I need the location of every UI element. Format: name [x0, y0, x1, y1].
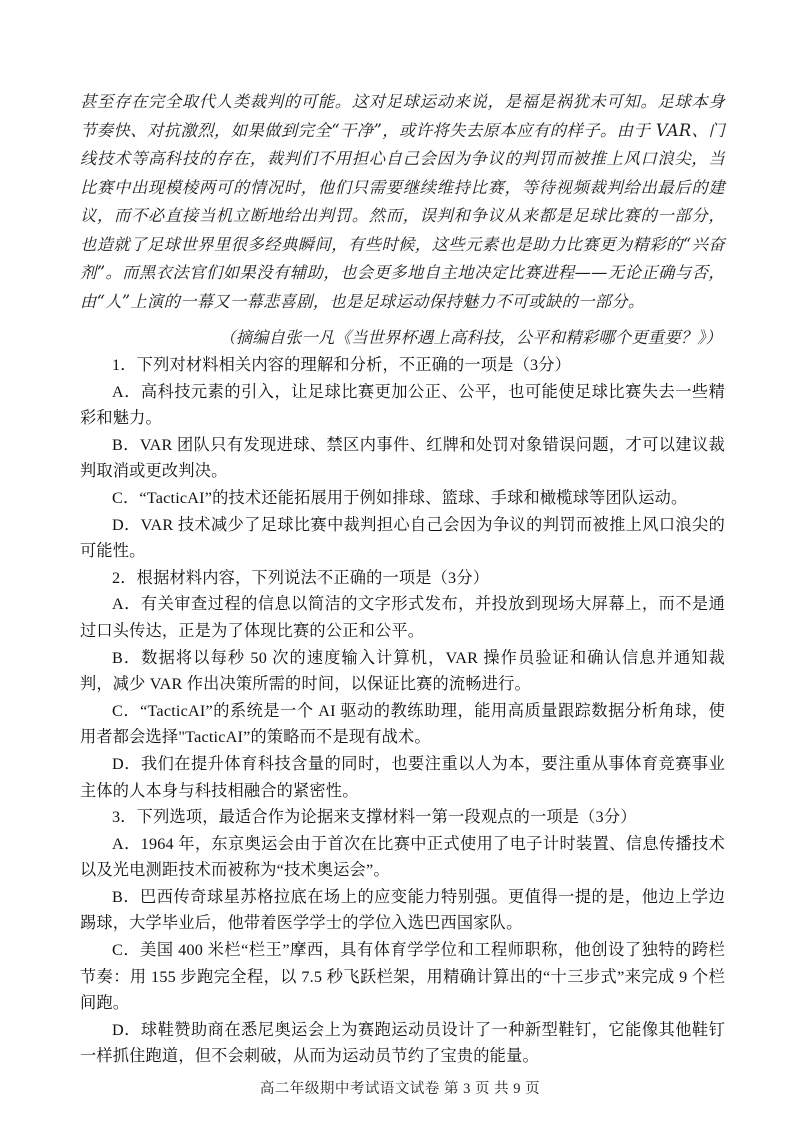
passage-line: 甚至存在完全取代人类裁判的可能。这对足球运动来说，是福是祸犹未可知。足球本身节奏 — [80, 92, 725, 140]
passage-paragraph — [80, 88, 725, 316]
option-d: D．球鞋赞助商在悉尼奥运会上为赛跑运动员设计了一种新型鞋钉，它能像其他鞋钉一样抓住跑道，但不会刺破，从而为运动员节约了宝贵的能量。 — [80, 1020, 725, 1066]
passage-line: 快、对抗激烈，如果做到完全“干净”，或许将失去原本应有的样子。由于 VAR、门线技术等 — [80, 120, 725, 168]
page-footer: 高二年级期中考试语文试卷 第 3 页 共 9 页 — [259, 1081, 541, 1097]
option-b: B．数据将以每秒 50 次的速度输入计算机，VAR 操作员验证和确认信息并通知裁判，减少 VAR 作出决策所需的时间，以保证比赛的流畅进行。 — [80, 648, 725, 694]
reading-passage — [80, 88, 725, 316]
passage-line: 有辅助，也会更多地自主地决定比赛进程——无论正确与否，由“人”上演的一幕又一幕悲 — [80, 263, 725, 311]
passage-source: （摘编自张一凡《当世界杯遇上高科技，公平和精彩哪个更重要？》） — [219, 328, 722, 347]
question-stem: 3．下列选项，最适合作为论据来支撑材料一第一段观点的一项是（3分） — [112, 808, 637, 827]
passage-line: 喜剧，也是足球运动保持魅力不可或缺的一部分。 — [279, 291, 645, 311]
passage-line: 机立断地给出判罚。然而，误判和争议从来都是足球比赛的一部分，也造就了足球世界里很 — [80, 206, 725, 254]
option-d: D．我们在提升体育科技含量的同时，也要注重以人为本，要注重从事体育竞赛事业主体的人本身与科技相融合的紧密性。 — [80, 754, 725, 800]
passage-line: 多经典瞬间，有些时候，这些元素也是助力比赛更为精彩的“兴奋剂”。而黑衣法官们如果没 — [80, 234, 725, 282]
option-c: C．美国 400 米栏“栏王”摩西，具有体育学学位和工程师职称，他创设了独特的跨栏节奏：用 155 步跑完全程，以 7.5 秒飞跃栏架，用精确计算出的“十三步式”来完成 9 个栏间跑。 — [80, 941, 725, 1013]
question-2 — [80, 565, 725, 804]
option-b: B．巴西传奇球星苏格拉底在场上的应变能力特别强。更值得一提的是，他边上学边踢球，大学毕业后，他带着医学学士的学位入选巴西国家队。 — [80, 887, 725, 933]
option-c: C．“TacticAI”的系统是一个 AI 驱动的教练助理，能用高质量跟踪数据分析角球，使用者都会选择"TacticAI”的策略而不是现有战术。 — [80, 701, 725, 747]
option-c: C．“TacticAI”的技术还能拓展用于例如排球、篮球、手球和橄榄球等团队运动。 — [112, 488, 688, 507]
passage-line: 高科技的存在，裁判们不用担心自己会因为争议的判罚而被推上风口浪尖，当比赛中出现模 — [80, 149, 725, 197]
passage-line: 棱两可的情况时，他们只需要继续维持比赛，等待视频裁判给出最后的建议，而不必直接当 — [80, 177, 725, 225]
option-d: D．VAR 技术减少了足球比赛中裁判担心自己会因为争议的判罚而被推上风口浪尖的可能性。 — [80, 515, 725, 561]
question-list — [80, 352, 725, 1070]
option-a: A．高科技元素的引入，让足球比赛更加公正、公平，也可能使足球比赛失去一些精彩和魅力。 — [80, 382, 725, 428]
question-3 — [80, 804, 725, 1070]
question-stem: 2．根据材料内容，下列说法不正确的一项是（3分） — [112, 568, 490, 587]
option-b: B．VAR 团队只有发现进球、禁区内事件、红牌和处罚对象错误问题，才可以建议裁判取消或更改判决。 — [80, 435, 725, 481]
option-a: A．1964 年，东京奥运会由于首次在比赛中正式使用了电子计时装置、信息传播技术以及光电测距技术而被称为“技术奥运会”。 — [80, 834, 725, 880]
option-a: A．有关审查过程的信息以简洁的文字形式发布，并投放到现场大屏幕上，而不是通过口头传达，正是为了体现比赛的公正和公平。 — [80, 595, 725, 640]
question-1 — [80, 352, 725, 565]
question-stem: 1．下列对材料相关内容的理解和分析，不正确的一项是（3分） — [112, 356, 572, 374]
